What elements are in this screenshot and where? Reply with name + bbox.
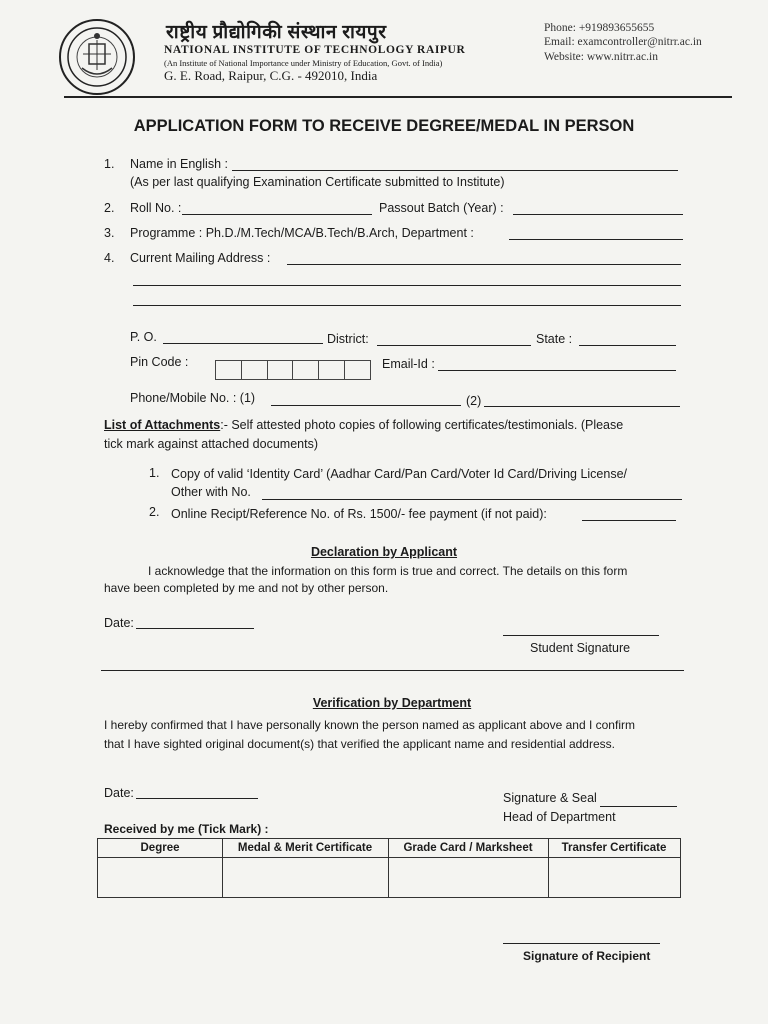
contact-email: Email: examcontroller@nitrr.ac.in bbox=[544, 36, 702, 48]
q4-number: 4. bbox=[104, 251, 115, 265]
batch-field[interactable] bbox=[513, 214, 683, 215]
phone-2-field[interactable] bbox=[484, 406, 680, 407]
verification-date-field[interactable] bbox=[136, 798, 258, 799]
medal-tick-cell[interactable] bbox=[223, 858, 388, 896]
address-line-1[interactable] bbox=[287, 264, 681, 265]
received-label: Received by me (Tick Mark) : bbox=[104, 822, 269, 836]
signature-seal-label: Signature & Seal bbox=[503, 791, 597, 805]
header-divider bbox=[64, 96, 732, 98]
attachments-intro bbox=[104, 418, 623, 432]
phone-2-label: (2) bbox=[466, 394, 482, 408]
po-label: P. O. bbox=[130, 330, 157, 344]
contact-phone: Phone: +919893655655 bbox=[544, 22, 655, 34]
department-field[interactable] bbox=[509, 239, 683, 240]
column-medal: Medal & Merit Certificate bbox=[237, 842, 373, 854]
recipient-signature-line[interactable] bbox=[503, 943, 660, 944]
pin-label: Pin Code : bbox=[130, 355, 189, 369]
declaration-date-field[interactable] bbox=[136, 628, 254, 629]
column-degree: Degree bbox=[140, 842, 180, 854]
q3-label: Programme : Ph.D./M.Tech/MCA/B.Tech/B.Arch, Department : bbox=[130, 226, 474, 240]
student-signature-label: Student Signature bbox=[530, 641, 631, 655]
q2-label: Roll No. : bbox=[130, 201, 182, 215]
verification-heading: Verification by Department bbox=[312, 696, 472, 710]
batch-label: Passout Batch (Year) : bbox=[379, 201, 504, 215]
declaration-text-1: I acknowledge that the information on this form is true and correct. The details on this form bbox=[148, 564, 628, 578]
email-field[interactable] bbox=[438, 370, 676, 371]
q1-number: 1. bbox=[104, 157, 115, 171]
reference-no-field[interactable] bbox=[582, 520, 676, 521]
name-field[interactable] bbox=[232, 170, 678, 171]
verification-date-label: Date: bbox=[104, 786, 134, 800]
recipient-signature-label: Signature of Recipient bbox=[523, 949, 651, 963]
form-title: APPLICATION FORM TO RECEIVE DEGREE/MEDAL IN PERSON bbox=[133, 117, 635, 135]
phone-label: Phone/Mobile No. : (1) bbox=[130, 391, 256, 405]
q3-number: 3. bbox=[104, 226, 115, 240]
pin-code-boxes[interactable] bbox=[215, 360, 371, 380]
attachments-heading: List of Attachments bbox=[104, 418, 221, 432]
district-label: District: bbox=[327, 332, 369, 346]
hod-label: Head of Department bbox=[503, 810, 616, 824]
section-divider bbox=[101, 670, 684, 671]
institute-address: G. E. Road, Raipur, C.G. - 492010, India bbox=[164, 68, 378, 83]
contact-website: Website: www.nitrr.ac.in bbox=[544, 51, 658, 63]
declaration-text-2: have been completed by me and not by other person. bbox=[104, 581, 389, 595]
email-label: Email-Id : bbox=[382, 357, 435, 371]
district-field[interactable] bbox=[377, 345, 531, 346]
signature-seal-field[interactable] bbox=[600, 806, 677, 807]
grade-card-tick-cell[interactable] bbox=[389, 858, 548, 896]
attachment-1-text: Copy of valid ‘Identity Card’ (Aadhar Card/Pan Card/Voter Id Card/Driving License/ bbox=[171, 467, 628, 481]
state-label: State : bbox=[536, 332, 573, 346]
other-id-field[interactable] bbox=[262, 499, 682, 500]
transfer-certificate-tick-cell[interactable] bbox=[549, 858, 680, 896]
attachment-1-number: 1. bbox=[149, 466, 160, 480]
verification-text-2: that I have sighted original document(s) that verified the applicant name and residential address. bbox=[104, 737, 615, 751]
q4-label: Current Mailing Address : bbox=[130, 251, 271, 265]
institute-hindi-name: राष्ट्रीय प्रौद्योगिकी संस्थान रायपुर bbox=[166, 22, 387, 43]
institute-emblem-icon bbox=[58, 18, 136, 96]
student-signature-line[interactable] bbox=[503, 635, 659, 636]
state-field[interactable] bbox=[579, 345, 676, 346]
attachment-1-other: Other with No. bbox=[171, 485, 251, 499]
q1-label: Name in English : bbox=[130, 157, 228, 171]
verification-text-1: I hereby confirmed that I have personally known the person named as applicant above and I confirm bbox=[104, 718, 635, 732]
attachment-2-text: Online Recipt/Reference No. of Rs. 1500/- fee payment (if not paid): bbox=[171, 507, 547, 521]
institute-subtitle: (An Institute of National Importance under Ministry of Education, Govt. of India) bbox=[164, 58, 443, 68]
address-line-2[interactable] bbox=[133, 285, 681, 286]
q2-number: 2. bbox=[104, 201, 115, 215]
degree-tick-cell[interactable] bbox=[98, 858, 222, 896]
attachments-intro-2: tick mark against attached documents) bbox=[104, 437, 318, 451]
declaration-date-label: Date: bbox=[104, 616, 134, 630]
po-field[interactable] bbox=[163, 343, 323, 344]
q1-note: (As per last qualifying Examination Certificate submitted to Institute) bbox=[130, 175, 505, 189]
roll-no-field[interactable] bbox=[182, 214, 372, 215]
attachments-intro-text: :- Self attested photo copies of following certificates/testimonials. (Please bbox=[220, 418, 624, 432]
received-table bbox=[97, 838, 681, 898]
declaration-heading: Declaration by Applicant bbox=[310, 545, 458, 559]
attachment-2-number: 2. bbox=[149, 505, 160, 519]
column-grade-card: Grade Card / Marksheet bbox=[403, 842, 533, 854]
address-line-3[interactable] bbox=[133, 305, 681, 306]
column-transfer-certificate: Transfer Certificate bbox=[561, 842, 667, 854]
institute-name: NATIONAL INSTITUTE OF TECHNOLOGY RAIPUR bbox=[164, 44, 466, 56]
phone-1-field[interactable] bbox=[271, 405, 461, 406]
